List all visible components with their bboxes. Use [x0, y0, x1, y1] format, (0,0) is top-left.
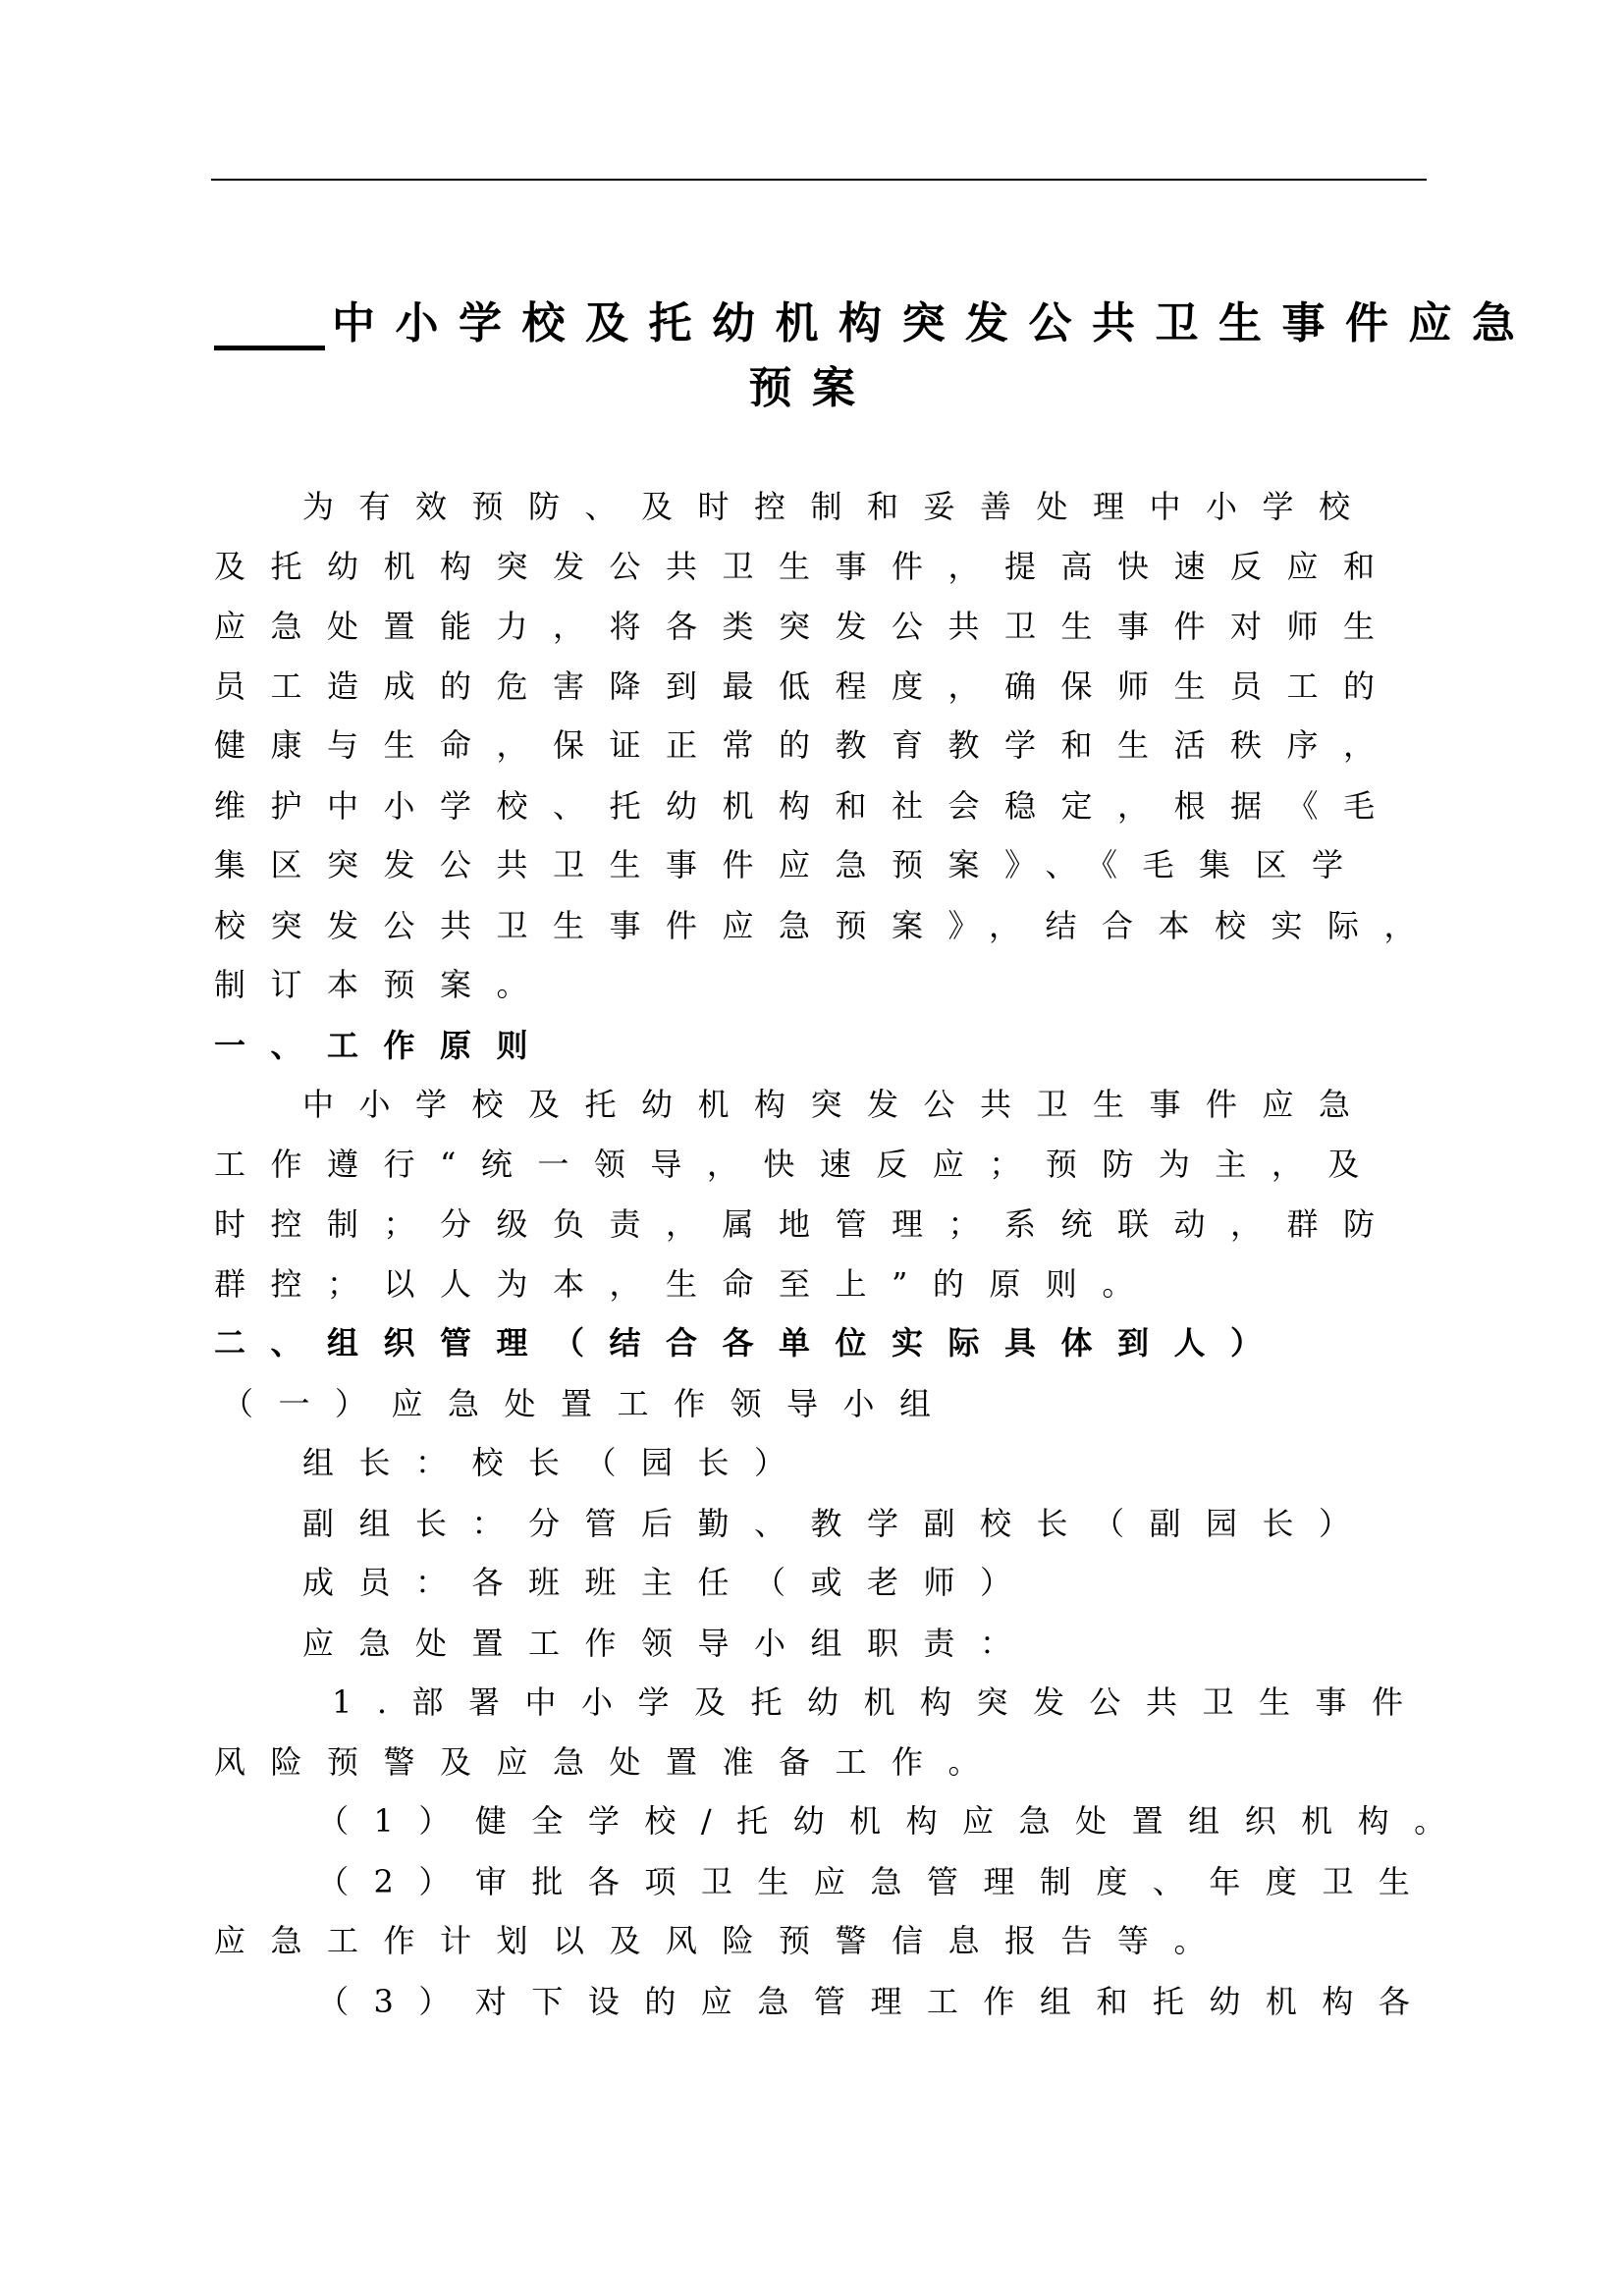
section-heading: 一、工作原则 — [214, 1027, 554, 1064]
title-blank-underline — [214, 346, 325, 350]
body-text-line: 组长：校长（园长） — [302, 1444, 811, 1481]
body-text-line: 1.部署中小学及托幼机构突发公共卫生事件 — [332, 1683, 1429, 1721]
body-text-line: 为有效预防、及时控制和妥善处理中小学校 — [302, 488, 1376, 525]
header-rule — [211, 179, 1427, 181]
body-text-line: 中小学校及托幼机构突发公共卫生事件应急 — [302, 1086, 1376, 1123]
body-text-line: 成员：各班班主任（或老师） — [302, 1564, 1037, 1601]
section-heading: 二、组织管理（结合各单位实际具体到人） — [214, 1324, 1287, 1362]
body-text-line: 应急处置能力，将各类突发公共卫生事件对师生 — [214, 608, 1400, 645]
body-text-line: 员工造成的危害降到最低程度，确保师生员工的 — [214, 667, 1400, 705]
body-text-line: （2）审批各项卫生应急管理制度、年度卫生 — [317, 1863, 1435, 1900]
body-text-line: 应急处置工作领导小组职责： — [302, 1625, 1037, 1662]
body-text-line: 应急工作计划以及风险预警信息报告等。 — [214, 1922, 1231, 1959]
document-title: 中小学校及托幼机构突发公共卫生事件应急 — [332, 298, 1536, 348]
body-text-line: 集区突发公共卫生事件应急预案》、《毛集区学 — [214, 846, 1369, 883]
body-text-line: 副组长：分管后勤、教学副校长（副园长） — [302, 1505, 1376, 1542]
body-text-line: 校突发公共卫生事件应急预案》，结合本校实际， — [214, 907, 1441, 944]
subsection-heading: （一）应急处置工作领导小组 — [222, 1385, 956, 1422]
document-title-continued: 预案 — [748, 363, 876, 413]
body-text-line: 工作遵行“统一领导，快速反应；预防为主，及 — [214, 1146, 1384, 1183]
body-text-line: （3）对下设的应急管理工作组和托幼机构各 — [317, 1983, 1435, 2020]
body-text-line: 健康与生命，保证正常的教育教学和生活秩序， — [214, 726, 1400, 764]
body-text-line: 制订本预案。 — [214, 966, 554, 1003]
body-text-line: 时控制；分级负责，属地管理；系统联动，群防 — [214, 1205, 1400, 1243]
body-text-line: 风险预警及应急处置准备工作。 — [214, 1743, 1005, 1781]
body-text-line: 群控；以人为本，生命至上”的原则。 — [214, 1265, 1159, 1303]
body-text-line: 及托幼机构突发公共卫生事件，提高快速反应和 — [214, 548, 1400, 585]
body-text-line: 维护中小学校、托幼机构和社会稳定，根据《毛 — [214, 787, 1400, 825]
body-text-line: （1）健全学校/托幼机构应急处置组织机构。 — [317, 1802, 1471, 1840]
